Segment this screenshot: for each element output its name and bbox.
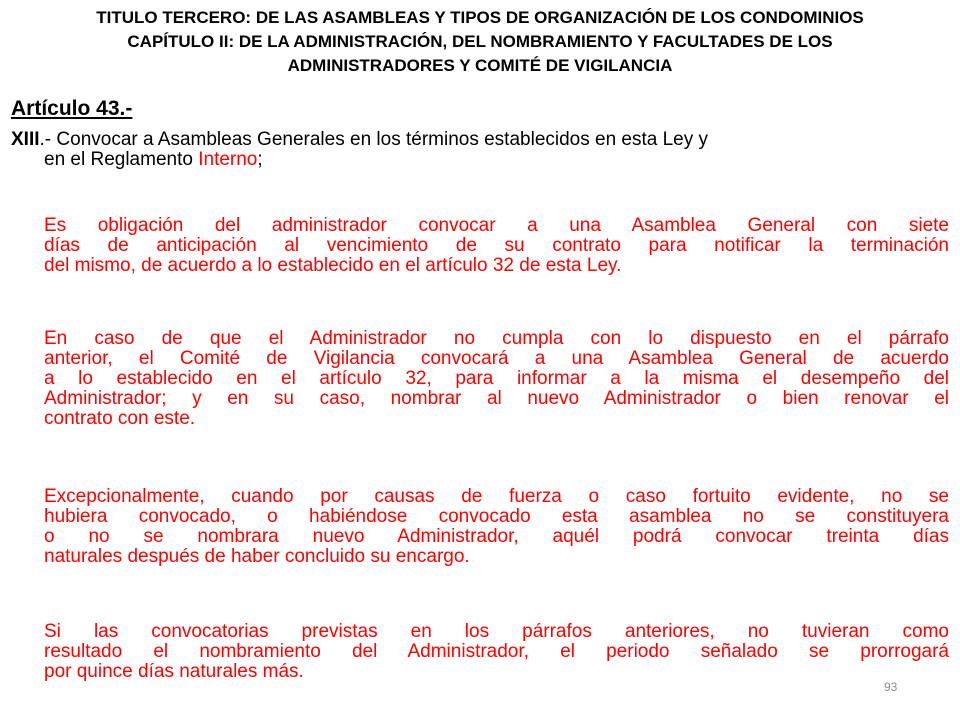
article-title: Artículo 43.- [11,97,133,120]
fraction-text-highlight: Interno [198,149,258,170]
paragraph-line: En caso de que el Administrador no cumpla con lo dispuesto en el párrafo [44,328,949,349]
paragraph-line: Es obligación del administrador convocar a una Asamblea General con siete [44,215,949,236]
paragraph-line: del mismo, de acuerdo a lo establecido en el artículo 32 de esta Ley. [44,255,622,276]
fraction-label: XIII [11,129,40,150]
paragraph-line: a lo establecido en el artículo 32, para informar a la misma el desempeño del [44,368,949,389]
paragraph-line: anterior, el Comité de Vigilancia convocará a una Asamblea General de acuerdo [44,348,949,369]
paragraph-line: Si las convocatorias previstas en los párrafos anteriores, no tuvieran como [44,621,949,642]
paragraph-line: por quince días naturales más. [44,661,304,682]
paragraph-line: contrato con este. [44,408,196,429]
fraction-xiii [11,130,949,170]
paragraph-line: días de anticipación al vencimiento de su contrato para notificar la terminación [44,235,949,256]
paragraph-obligation [44,216,949,276]
fraction-text-line-1: .- Convocar a Asambleas Generales en los términos establecidos en esta Ley y [39,129,709,150]
title-line-1: TITULO TERCERO: DE LAS ASAMBLEAS Y TIPOS DE ORGANIZACIÓN DE LOS CONDOMINIOS [96,8,864,27]
document-header [8,6,952,78]
chapter-line-2: ADMINISTRADORES Y COMITÉ DE VIGILANCIA [287,56,673,75]
fraction-text-end: ; [257,149,263,170]
fraction-text-line-2 [11,150,949,170]
paragraph-extension [44,622,949,682]
paragraph-line: hubiera convocado, o habiéndose convocado esta asamblea no se constituyera [44,506,949,527]
paragraph-line: Excepcionalmente, cuando por causas de fuerza o caso fortuito evidente, no se [44,486,949,507]
paragraph-line: Administrador; y en su caso, nombrar al nuevo Administrador o bien renovar el [44,388,949,409]
paragraph-line: naturales después de haber concluido su encargo. [44,546,470,567]
fraction-text-start: en el Reglamento [44,149,199,170]
page-number: 93 [884,680,898,694]
chapter-line-1: CAPÍTULO II: DE LA ADMINISTRACIÓN, DEL NOMBRAMIENTO Y FACULTADES DE LOS [127,32,833,51]
paragraph-noncompliance [44,329,949,429]
paragraph-exception [44,487,949,567]
paragraph-line: resultado el nombramiento del Administrador, el periodo señalado se prorrogará [44,641,949,662]
paragraph-line: o no se nombrara nuevo Administrador, aquél podrá convocar treinta días [44,526,949,547]
